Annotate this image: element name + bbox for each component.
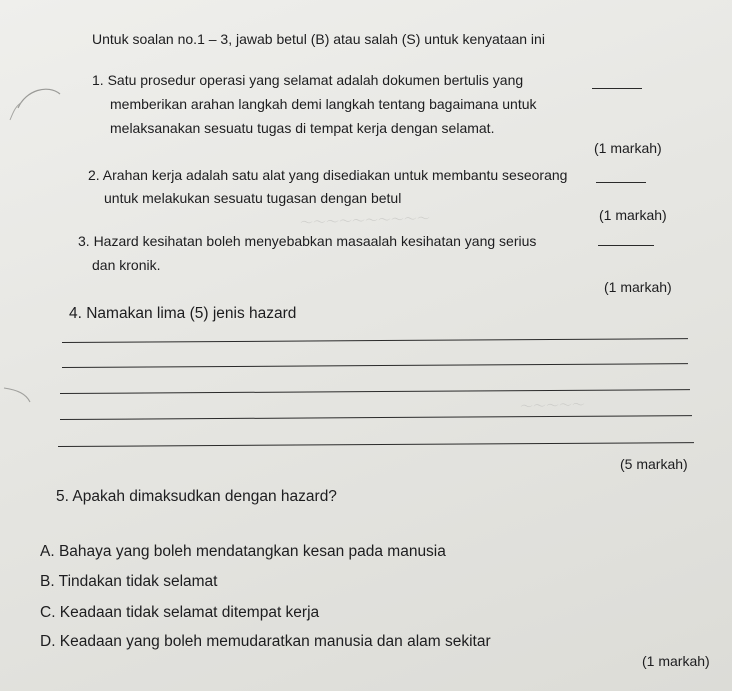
pencil-mark-icon	[0, 80, 70, 140]
q2-line-2: untuk melakukan sesuatu tugasan dengan betul	[104, 190, 402, 206]
q1-line-3: melaksanakan sesuatu tugas di tempat kerja dengan selamat.	[110, 120, 495, 136]
q5-option-a[interactable]: A. Bahaya yang boleh mendatangkan kesan pada manusia	[40, 543, 446, 560]
q1-answer-blank[interactable]	[592, 88, 642, 89]
q2-answer-blank[interactable]	[596, 182, 646, 183]
q4-answer-line-2[interactable]	[62, 363, 688, 368]
q5-option-c[interactable]: C. Keadaan tidak selamat ditempat kerja	[40, 604, 320, 621]
q4-answer-line-4[interactable]	[60, 415, 692, 420]
q4-answer-line-1[interactable]	[62, 338, 688, 343]
q5-question: 5. Apakah dimaksudkan dengan hazard?	[56, 488, 337, 505]
q3-line-1: 3. Hazard kesihatan boleh menyebabkan masaalah kesihatan yang serius	[78, 233, 537, 249]
q2-line-1: 2. Arahan kerja adalah satu alat yang disediakan untuk membantu seseorang	[88, 167, 568, 183]
q4-question: 4. Namakan lima (5) jenis hazard	[69, 305, 297, 322]
q3-marks: (1 markah)	[604, 279, 672, 295]
q1-marks: (1 markah)	[594, 140, 662, 156]
q3-answer-blank[interactable]	[598, 245, 654, 246]
pencil-mark-icon	[0, 380, 50, 420]
q4-marks: (5 markah)	[620, 456, 688, 472]
q4-answer-line-5[interactable]	[58, 442, 694, 447]
q1-line-2: memberikan arahan langkah demi langkah tentang bagaimana untuk	[110, 96, 537, 112]
q5-option-d[interactable]: D. Keadaan yang boleh memudaratkan manusia dan alam sekitar	[40, 633, 491, 650]
show-through-ghost-text: ～～～～～～～～～～	[299, 211, 431, 232]
q2-marks: (1 markah)	[599, 207, 667, 223]
q5-option-b[interactable]: B. Tindakan tidak selamat	[40, 573, 218, 590]
q3-line-2: dan kronik.	[92, 257, 161, 273]
q4-answer-line-3[interactable]	[60, 389, 690, 394]
instruction-text: Untuk soalan no.1 – 3, jawab betul (B) atau salah (S) untuk kenyataan ini	[92, 31, 545, 47]
q5-marks: (1 markah)	[642, 653, 710, 669]
show-through-ghost-text: ～～～～～	[519, 397, 586, 416]
q1-line-1: 1. Satu prosedur operasi yang selamat adalah dokumen bertulis yang	[92, 72, 524, 88]
